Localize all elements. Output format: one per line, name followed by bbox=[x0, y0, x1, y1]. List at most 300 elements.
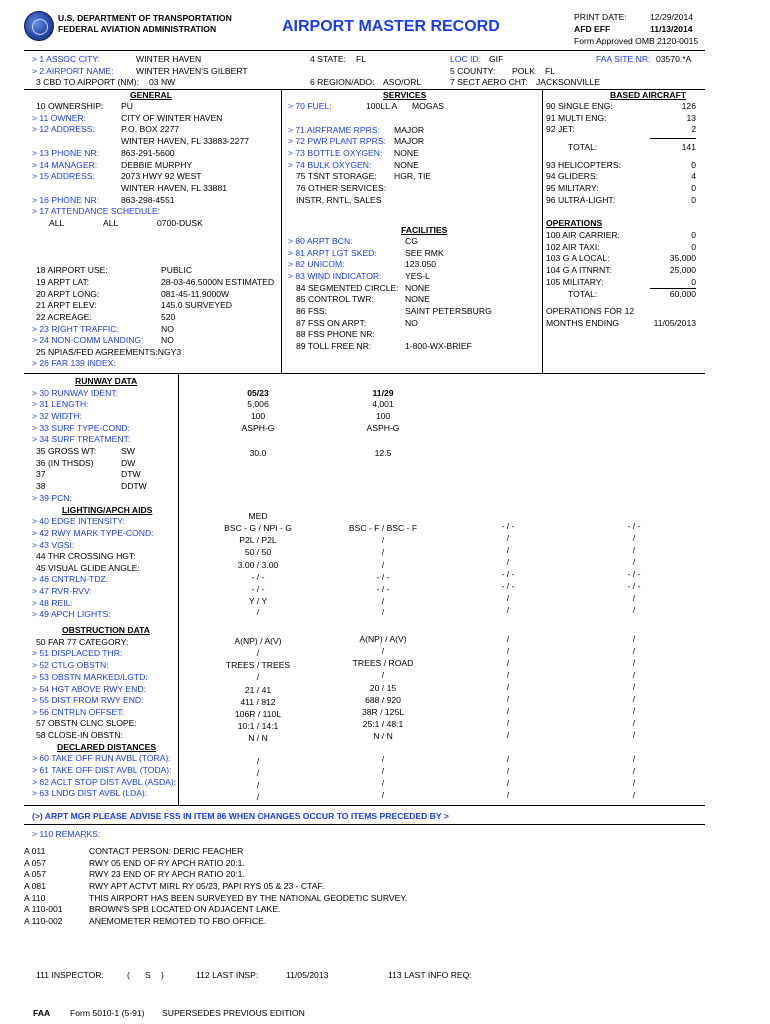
asda-label: > 62 ACLT STOP DIST AVBL (ASDA): bbox=[32, 777, 177, 787]
rwy1-slope: 10:1 / 14:1 bbox=[237, 721, 279, 731]
rwy3-thr: / bbox=[506, 545, 510, 555]
print-date: 12/29/2014 bbox=[650, 12, 694, 22]
region: ASO/ORL bbox=[383, 77, 422, 87]
phone-label: > 13 PHONE NR: bbox=[32, 148, 100, 158]
acreage-label: 22 ACREAGE: bbox=[36, 312, 92, 322]
remark-text: RWY APT ACTVT MIRL RY 05/23, PAPI RYS 05 & 23 - CTAF. bbox=[89, 881, 325, 891]
arpt-elev-label: 21 ARPT ELEV: bbox=[36, 300, 97, 310]
rwy3-asda: / bbox=[506, 778, 510, 788]
ultra-light: 0 bbox=[691, 195, 696, 205]
rvr-rvv-label: > 47 RVR-RVV: bbox=[32, 586, 92, 596]
bottle-oxygen-label: > 73 BOTTLE OXYGEN: bbox=[288, 148, 383, 158]
hgt-above-label: > 54 HGT ABOVE RWY END: bbox=[32, 684, 146, 694]
ops-for-label: OPERATIONS FOR 12 bbox=[546, 306, 635, 316]
arpt-bcn: CG bbox=[405, 236, 418, 246]
remark-text: ANEMOMETER REMOTED TO FBO OFFICE. bbox=[89, 916, 267, 926]
lda-label: > 63 LNDG DIST AVBL (LDA): bbox=[32, 788, 148, 798]
unicom-label: > 82 UNICOM: bbox=[288, 259, 345, 269]
rwy1-ident: 05/23 bbox=[247, 388, 269, 398]
surf-type-label: > 33 SURF TYPE-COND: bbox=[32, 423, 130, 433]
bulk-oxygen-label: > 74 BULK OXYGEN: bbox=[288, 160, 372, 170]
remark-text: BROWN'S SPB LOCATED ON ADJACENT LAKE. bbox=[89, 904, 281, 914]
ga-itnrnt-label: 104 G A ITNRNT: bbox=[546, 265, 612, 275]
rwy3-tora: / bbox=[506, 754, 510, 764]
state-label: 4 STATE: bbox=[310, 54, 346, 64]
jet: 2 bbox=[691, 124, 696, 134]
rwy1-lda: / bbox=[256, 792, 260, 802]
rwy1-surf: ASPH-G bbox=[241, 423, 275, 433]
inspector-open-paren: ( bbox=[127, 970, 130, 980]
tsnt-storage: HGR, TIE bbox=[394, 171, 432, 181]
rwy2-mark: BSC - F / BSC - F bbox=[348, 523, 418, 533]
address-line-1: P.O. BOX 2277 bbox=[121, 124, 180, 134]
footer-form: Form 5010-1 (5-91) bbox=[70, 1008, 145, 1018]
rwy2-tora: / bbox=[381, 754, 385, 764]
loc-id: GIF bbox=[489, 54, 504, 64]
rwy3-close: / bbox=[506, 730, 510, 740]
width-label: > 32 WIDTH: bbox=[32, 411, 82, 421]
rwy4-mark: - / - bbox=[627, 521, 641, 531]
control-twr: NONE bbox=[405, 294, 430, 304]
right-traffic: NO bbox=[161, 324, 174, 334]
acreage: 520 bbox=[161, 312, 176, 322]
rwy3-ctlg: / bbox=[506, 658, 510, 668]
glide-angle-label: 45 VISUAL GLIDE ANGLE: bbox=[36, 563, 140, 573]
advise-rule-bottom bbox=[24, 824, 705, 825]
assoc-city: WINTER HAVEN bbox=[136, 54, 202, 64]
ops-military-label: 105 MILITARY: bbox=[546, 277, 604, 287]
rwy4-reil: / bbox=[632, 593, 636, 603]
rwy1-close: N / N bbox=[248, 733, 268, 743]
manager-label: > 14 MANAGER: bbox=[32, 160, 98, 170]
county-state: FL bbox=[545, 66, 556, 76]
rwy3-rvr: - / - bbox=[501, 581, 515, 591]
rwy3-apch: / bbox=[506, 605, 510, 615]
rwy3-hgt: / bbox=[506, 682, 510, 692]
rwy2-marked: / bbox=[381, 670, 385, 680]
airport-name: WINTER HAVEN'S GILBERT bbox=[136, 66, 248, 76]
divider-runway-labels bbox=[178, 373, 179, 805]
owner-label: > 11 OWNER: bbox=[32, 113, 87, 123]
edge-intensity-label: > 40 EDGE INTENSITY: bbox=[32, 516, 125, 526]
sect: JACKSONVILLE bbox=[536, 77, 600, 87]
rwy1-ctlg: TREES / TREES bbox=[225, 660, 291, 670]
address-line-2: WINTER HAVEN, FL 33883-2277 bbox=[121, 136, 249, 146]
multi-eng: 13 bbox=[686, 113, 696, 123]
services-heading: SERVICES bbox=[383, 90, 427, 100]
ultra-light-label: 96 ULTRA-LIGHT: bbox=[546, 195, 616, 205]
loc-id-label: LOC ID: bbox=[450, 54, 482, 64]
rwy2-reil: / bbox=[381, 596, 385, 606]
apch-lights-label: > 49 APCH LIGHTS: bbox=[32, 609, 111, 619]
other-services: INSTR, RNTL, SALES bbox=[296, 195, 382, 205]
single-eng-label: 90 SINGLE ENG: bbox=[546, 101, 613, 111]
ownership-label: 10 OWNERSHIP: bbox=[36, 101, 104, 111]
rwy2-tdz: - / - bbox=[376, 572, 390, 582]
thsds-label: 36 (IN THSDS) bbox=[36, 458, 94, 468]
fss-on-arpt-label: 87 FSS ON ARPT: bbox=[296, 318, 367, 328]
arpt-lgt-label: > 81 ARPT LGT SKED: bbox=[288, 248, 377, 258]
rwy2-slope: 25:1 / 48:1 bbox=[362, 719, 404, 729]
attendance-months: ALL bbox=[49, 218, 65, 228]
fuel-label: > 70 FUEL: bbox=[288, 101, 332, 111]
sect-label: 7 SECT AERO CHT: bbox=[450, 77, 528, 87]
remark-code: A 081 bbox=[24, 881, 46, 891]
ga-itnrnt: 25,000 bbox=[669, 265, 696, 275]
last-info-req-label: 113 LAST INFO REQ: bbox=[388, 970, 472, 980]
cntrln-tdz-label: > 46 CNTRLN-TDZ: bbox=[32, 574, 109, 584]
control-twr-label: 85 CONTROL TWR: bbox=[296, 294, 374, 304]
rwy2-gross: 12.5 bbox=[374, 448, 392, 458]
right-traffic-label: > 23 RIGHT TRAFFIC: bbox=[32, 324, 119, 334]
fuel-1: 100LL A bbox=[366, 101, 398, 111]
airport-use: PUBLIC bbox=[161, 265, 193, 275]
rwy2-dist: 688 / 920 bbox=[365, 695, 401, 705]
lighting-heading: LIGHTING/APCH AIDS bbox=[62, 505, 153, 515]
rwy1-offset: 106R / 110L bbox=[234, 709, 282, 719]
arpt-lat-label: 19 ARPT LAT: bbox=[36, 277, 90, 287]
pwr-plant-label: > 72 PWR PLANT RPRS: bbox=[288, 136, 386, 146]
far139-label: > 26 FAR 139 INDEX: bbox=[32, 358, 116, 368]
remark-code: A 110-002 bbox=[24, 916, 63, 926]
ownership: PU bbox=[121, 101, 133, 111]
rwy1-rvr: - / - bbox=[251, 584, 265, 594]
remark-code: A 110-001 bbox=[24, 904, 63, 914]
manager: DEBBIE MURPHY bbox=[121, 160, 193, 170]
gross-wt-dw: DW bbox=[121, 458, 136, 468]
length-label: > 31 LENGTH: bbox=[32, 399, 89, 409]
rwy3-far77: / bbox=[506, 634, 510, 644]
arpt-lgt: SEE RMK bbox=[405, 248, 444, 258]
rwy4-offset: / bbox=[632, 706, 636, 716]
state: FL bbox=[356, 54, 367, 64]
dot-seal-logo bbox=[24, 11, 54, 41]
rwy3-toda: / bbox=[506, 766, 510, 776]
rwy4-dist: / bbox=[632, 694, 636, 704]
rwy4-marked: / bbox=[632, 670, 636, 680]
inspector-label: 111 INSPECTOR: bbox=[36, 970, 104, 980]
bottle-oxygen: NONE bbox=[394, 148, 419, 158]
rwy2-ctlg: TREES / ROAD bbox=[352, 658, 414, 668]
row-37-label: 37 bbox=[36, 469, 46, 479]
ops-total-label: TOTAL: bbox=[568, 289, 598, 299]
rwy1-hgt: 21 / 41 bbox=[244, 685, 272, 695]
rwy4-tdz: - / - bbox=[627, 569, 641, 579]
last-insp: 11/05/2013 bbox=[286, 970, 329, 980]
rwy2-far77: A(NP) / A(V) bbox=[359, 634, 407, 644]
npias-agreements: 25 NPIAS/FED AGREEMENTS:NGY3 bbox=[36, 347, 182, 357]
remark-code: A 011 bbox=[24, 846, 46, 856]
cntrln-offset-label: > 56 CNTRLN OFFSET: bbox=[32, 707, 124, 717]
air-taxi-label: 102 AIR TAXI: bbox=[546, 242, 600, 252]
faa-site-label: FAA SITE NR: bbox=[596, 54, 651, 64]
rwy3-glide: / bbox=[506, 557, 510, 567]
rwy4-thr: / bbox=[632, 545, 636, 555]
gross-wt-dtw: DTW bbox=[121, 469, 141, 479]
rwy2-hgt: 20 / 15 bbox=[369, 683, 397, 693]
rwy1-length: 5,006 bbox=[247, 399, 269, 409]
rwy3-tdz: - / - bbox=[501, 569, 515, 579]
remarks-heading: > 110 REMARKS: bbox=[32, 829, 101, 839]
footer-faa: FAA bbox=[33, 1008, 51, 1018]
remark-text: THIS AIRPORT HAS BEEN SURVEYED BY THE NATIONAL GEODETIC SURVEY. bbox=[89, 893, 408, 903]
segmented-circle-label: 84 SEGMENTED CIRCLE: bbox=[296, 283, 399, 293]
gliders: 4 bbox=[691, 171, 696, 181]
cbd: 03 NW bbox=[149, 77, 176, 87]
based-aircraft-heading: BASED AIRCRAFT bbox=[610, 90, 687, 100]
row-38-label: 38 bbox=[36, 481, 46, 491]
remark-text: RWY 05 END OF RY APCH RATIO 20:1. bbox=[89, 858, 245, 868]
rwy1-thr: 50 / 50 bbox=[244, 547, 272, 557]
military: 0 bbox=[691, 183, 696, 193]
attendance-days: ALL bbox=[103, 218, 119, 228]
helicopters-label: 93 HELICOPTERS: bbox=[546, 160, 621, 170]
based-total: 141 bbox=[681, 142, 696, 152]
rwy2-ident: 11/29 bbox=[372, 388, 394, 398]
bulk-oxygen: NONE bbox=[394, 160, 419, 170]
rwy2-thr: / bbox=[381, 547, 385, 557]
rwy4-toda: / bbox=[632, 766, 636, 776]
dist-from-label: > 55 DIST FROM RWY END: bbox=[32, 695, 144, 705]
mgr-address-line-1: 2073 HWY 92 WEST bbox=[121, 171, 202, 181]
rwy3-displ: / bbox=[506, 646, 510, 656]
rwy1-marked: / bbox=[256, 672, 260, 682]
unicom: 123.050 bbox=[405, 259, 437, 269]
rwy1-reil: Y / Y bbox=[248, 596, 268, 606]
rwy4-slope: / bbox=[632, 718, 636, 728]
rwy4-glide: / bbox=[632, 557, 636, 567]
air-carrier-label: 100 AIR CARRIER: bbox=[546, 230, 621, 240]
mgr-phone: 863-298-4551 bbox=[121, 195, 175, 205]
mgr-phone-label: > 16 PHONE NR: bbox=[32, 195, 100, 205]
afd-eff-date: 11/13/2014 bbox=[650, 24, 693, 34]
obstn-marked-label: > 53 OBSTN MARKED/LGTD: bbox=[32, 672, 148, 682]
rwy3-mark: - / - bbox=[501, 521, 515, 531]
other-services-label: 76 OTHER SERVICES: bbox=[296, 183, 387, 193]
rwy3-offset: / bbox=[506, 706, 510, 716]
county: POLK bbox=[512, 66, 535, 76]
remark-text: CONTACT PERSON: DERIC FEACHER bbox=[89, 846, 244, 856]
mgr-address-label: > 15 ADDRESS: bbox=[32, 171, 95, 181]
fss-on-arpt: NO bbox=[405, 318, 418, 328]
rwy2-length: 4,001 bbox=[372, 399, 394, 409]
remark-code: A 057 bbox=[24, 858, 46, 868]
rwy4-vgsi: / bbox=[632, 533, 636, 543]
rwy1-gross: 30.0 bbox=[249, 448, 267, 458]
remark-code: A 057 bbox=[24, 869, 46, 879]
toda-label: > 61 TAKE OFF DIST AVBL (TODA): bbox=[32, 765, 172, 775]
runway-ident-label: > 30 RUNWAY IDENT: bbox=[32, 388, 119, 398]
multi-eng-label: 91 MULTI ENG: bbox=[546, 113, 607, 123]
rwy1-width: 100 bbox=[250, 411, 266, 421]
jet-label: 92 JET: bbox=[546, 124, 575, 134]
rwy3-marked: / bbox=[506, 670, 510, 680]
close-in-label: 58 CLOSE-IN OBSTN: bbox=[36, 730, 123, 740]
pwr-plant: MAJOR bbox=[394, 136, 425, 146]
airport-name-label: > 2 AIRPORT NAME: bbox=[32, 66, 114, 76]
rwy1-toda: / bbox=[256, 768, 260, 778]
ops-total: 60,000 bbox=[669, 289, 696, 299]
faa-site: 03570.*A bbox=[656, 54, 692, 64]
ga-local-label: 103 G A LOCAL: bbox=[546, 253, 610, 263]
rwy2-surf: ASPH-G bbox=[366, 423, 400, 433]
rwy4-rvr: - / - bbox=[627, 581, 641, 591]
air-carrier: 0 bbox=[691, 230, 696, 240]
ga-local: 35,000 bbox=[669, 253, 696, 263]
gliders-label: 94 GLIDERS: bbox=[546, 171, 599, 181]
segmented-circle: NONE bbox=[405, 283, 430, 293]
displaced-thr-label: > 51 DISPLACED THR: bbox=[32, 648, 123, 658]
rwy2-offset: 38R / 125L bbox=[361, 707, 405, 717]
toll-free: 1-800-WX-BRIEF bbox=[405, 341, 472, 351]
obstruction-heading: OBSTRUCTION DATA bbox=[62, 625, 150, 635]
rwy2-lda: / bbox=[381, 790, 385, 800]
inspector-close-paren: ) bbox=[161, 970, 164, 980]
air-taxi: 0 bbox=[691, 242, 696, 252]
ident-rule bbox=[24, 89, 705, 90]
remark-code: A 110 bbox=[24, 893, 46, 903]
wind-indicator-label: > 83 WIND INDICATOR: bbox=[288, 271, 382, 281]
non-comm-label: > 24 NON-COMM LANDING: bbox=[32, 335, 144, 345]
arpt-long-label: 20 ARPT LONG: bbox=[36, 289, 100, 299]
rwy2-apch: / bbox=[381, 607, 385, 617]
rwy1-dist: 411 / 812 bbox=[240, 697, 276, 707]
rwy1-asda: / bbox=[256, 780, 260, 790]
agency-line-1: U.S. DEPARTMENT OF TRANSPORTATION bbox=[58, 13, 232, 23]
rwy3-slope: / bbox=[506, 718, 510, 728]
attendance-label: > 17 ATTENDANCE SCHEDULE: bbox=[32, 206, 161, 216]
last-insp-label: 112 LAST INSP: bbox=[196, 970, 259, 980]
rwy4-displ: / bbox=[632, 646, 636, 656]
reil-label: > 48 REIL: bbox=[32, 598, 73, 608]
ctlg-obstn-label: > 52 CTLG OBSTN: bbox=[32, 660, 109, 670]
rwy2-vgsi: / bbox=[381, 535, 385, 545]
rwy4-far77: / bbox=[632, 634, 636, 644]
surf-treatment-label: > 34 SURF TREATMENT: bbox=[32, 434, 131, 444]
rwy3-vgsi: / bbox=[506, 533, 510, 543]
page-title: AIRPORT MASTER RECORD bbox=[282, 18, 500, 35]
address-label: > 12 ADDRESS: bbox=[32, 124, 95, 134]
footer-supersedes: SUPERSEDES PREVIOUS EDITION bbox=[162, 1008, 305, 1018]
rwy4-lda: / bbox=[632, 790, 636, 800]
gross-wt-sw: SW bbox=[121, 446, 135, 456]
rwy1-far77: A(NP) / A(V) bbox=[234, 636, 282, 646]
omb-approval: Form Approved OMB 2120-0015 bbox=[574, 36, 699, 46]
airframe: MAJOR bbox=[394, 125, 425, 135]
rwy2-rvr: - / - bbox=[376, 584, 390, 594]
rwy4-hgt: / bbox=[632, 682, 636, 692]
header-rule bbox=[24, 50, 705, 51]
gross-wt-label: 35 GROSS WT: bbox=[36, 446, 97, 456]
based-total-rule bbox=[650, 138, 696, 139]
rwy1-tdz: - / - bbox=[251, 572, 265, 582]
tora-label: > 60 TAKE OFF RUN AVBL (TORA): bbox=[32, 753, 171, 763]
arpt-lat: 28-03-46.5000N ESTIMATED bbox=[161, 277, 275, 287]
non-comm: NO bbox=[161, 335, 174, 345]
section-rule-runway bbox=[24, 373, 705, 374]
inspector: S bbox=[145, 970, 151, 980]
agency-line-2: FEDERAL AVIATION ADMINISTRATION bbox=[58, 24, 217, 34]
military-label: 95 MILITARY: bbox=[546, 183, 599, 193]
phone: 863-291-5600 bbox=[121, 148, 175, 158]
based-total-label: TOTAL: bbox=[568, 142, 598, 152]
region-label: 6 REGION/ADO: bbox=[310, 77, 375, 87]
fss-phone-label: 88 FSS PHONE NR: bbox=[296, 329, 375, 339]
arpt-bcn-label: > 80 ARPT BCN: bbox=[288, 236, 353, 246]
owner: CITY OF WINTER HAVEN bbox=[121, 113, 223, 123]
wind-indicator: YES-L bbox=[405, 271, 430, 281]
airframe-label: > 71 AIRFRAME RPRS: bbox=[288, 125, 380, 135]
assoc-city-label: > 1 ASSOC CITY: bbox=[32, 54, 101, 64]
rwy1-vgsi: P2L / P2L bbox=[239, 535, 277, 545]
helicopters: 0 bbox=[691, 160, 696, 170]
vgsi-label: > 43 VGSI: bbox=[32, 540, 75, 550]
rwy1-mark: BSC - G / NPI - G bbox=[224, 523, 292, 533]
rwy4-tora: / bbox=[632, 754, 636, 764]
ops-military: 0 bbox=[691, 277, 696, 287]
fss-label: 86 FSS: bbox=[296, 306, 328, 316]
rwy1-displ: / bbox=[256, 648, 260, 658]
rwy4-ctlg: / bbox=[632, 658, 636, 668]
rwy1-tora: / bbox=[256, 756, 260, 766]
declared-distances-heading: DECLARED DISTANCES bbox=[57, 742, 157, 752]
rwy4-asda: / bbox=[632, 778, 636, 788]
rwy2-glide: / bbox=[381, 560, 385, 570]
rwy2-displ: / bbox=[381, 646, 385, 656]
toll-free-label: 89 TOLL FREE NR: bbox=[296, 341, 372, 351]
rwy3-lda: / bbox=[506, 790, 510, 800]
rwy-mark-label: > 42 RWY MARK TYPE-COND: bbox=[32, 528, 154, 538]
rwy1-glide: 3.00 / 3.00 bbox=[237, 560, 279, 570]
runway-data-heading: RUNWAY DATA bbox=[75, 376, 138, 386]
tsnt-storage-label: 75 TSNT STORAGE: bbox=[296, 171, 377, 181]
airport-use-label: 18 AIRPORT USE: bbox=[36, 265, 108, 275]
months-ending-label: MONTHS ENDING bbox=[546, 318, 620, 328]
rwy2-close: N / N bbox=[373, 731, 393, 741]
mgr-address-line-2: WINTER HAVEN, FL 33881 bbox=[121, 183, 228, 193]
rwy3-dist: / bbox=[506, 694, 510, 704]
advise-rule-top bbox=[24, 805, 705, 806]
rwy1-edge: MED bbox=[248, 511, 268, 521]
far77-label: 50 FAR 77 CATEGORY: bbox=[36, 637, 129, 647]
rwy4-apch: / bbox=[632, 605, 636, 615]
arpt-elev: 145.0 SURVEYED bbox=[161, 300, 233, 310]
rwy2-toda: / bbox=[381, 766, 385, 776]
thr-crossing-label: 44 THR CROSSING HGT: bbox=[36, 551, 136, 561]
months-ending: 11/05/2013 bbox=[653, 318, 696, 328]
facilities-heading: FACILITIES bbox=[401, 225, 448, 235]
county-label: 5 COUNTY: bbox=[450, 66, 496, 76]
gross-wt-ddtw: DDTW bbox=[121, 481, 147, 491]
fuel-2: MOGAS bbox=[412, 101, 444, 111]
fss: SAINT PETERSBURG bbox=[405, 306, 492, 316]
print-date-label: PRINT DATE: bbox=[574, 12, 627, 22]
pcn-label: > 39 PCN: bbox=[32, 493, 72, 503]
attendance-hours: 0700-DUSK bbox=[157, 218, 203, 228]
rwy4-close: / bbox=[632, 730, 636, 740]
rwy2-asda: / bbox=[381, 778, 385, 788]
divider-services-based bbox=[542, 89, 543, 373]
general-heading: GENERAL bbox=[130, 90, 173, 100]
afd-eff-label: AFD EFF bbox=[574, 24, 611, 34]
cbd-label: 3 CBD TO AIRPORT (NM): bbox=[36, 77, 139, 87]
operations-heading: OPERATIONS bbox=[546, 218, 603, 228]
divider-general-services bbox=[281, 89, 282, 373]
rwy3-reil: / bbox=[506, 593, 510, 603]
advise-notice: (>) ARPT MGR PLEASE ADVISE FSS IN ITEM 86 WHEN CHANGES OCCUR TO ITEMS PRECEDED BY > bbox=[32, 811, 449, 821]
rwy1-apch: / bbox=[256, 607, 260, 617]
single-eng: 126 bbox=[681, 101, 696, 111]
